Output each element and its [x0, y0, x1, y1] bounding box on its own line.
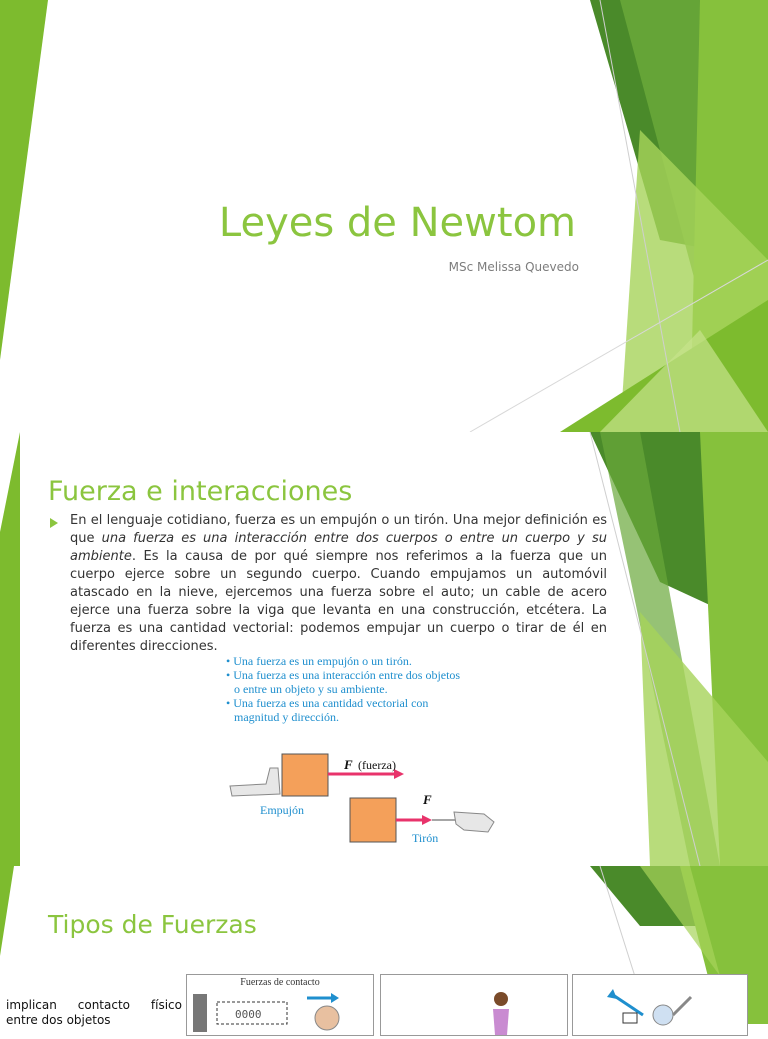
bullet-text [70, 512, 607, 656]
force-symbol: F [423, 792, 432, 807]
push-pull-diagram [226, 724, 506, 854]
figure-line: • Una fuerza es una interacción entre dos objetos [226, 668, 461, 682]
pull-label: Tirón [412, 831, 439, 845]
slide-title: Leyes de Newtom [218, 200, 576, 246]
figure-line: • Una fuerza es una cantidad vectorial con [226, 696, 429, 710]
figure-line: • Una fuerza es un empujón o un tirón. [226, 654, 412, 668]
figure-panel-2 [380, 974, 568, 1036]
force-symbol: F [344, 757, 353, 772]
bullet-arrow-icon [50, 518, 58, 528]
force-label: (fuerza) [358, 758, 396, 772]
bullet-text-emphasis: una fuerza es una interacción entre dos cuerpos o entre un cuerpo y su ambiente [70, 531, 607, 564]
push-hand-icon [230, 768, 280, 796]
slide-body-text: implican contacto físico entre dos objetos [6, 998, 182, 1027]
panel-title: Fuerzas de contacto [240, 977, 320, 988]
ball-throw-illustration [573, 975, 747, 1035]
push-label: Empujón [260, 803, 304, 817]
spring-illustration [187, 988, 373, 1032]
contact-force-panel [186, 974, 374, 1036]
slide-title: Tipos de Fuerzas [48, 910, 257, 939]
figure-line: o entre un objeto y su ambiente. [234, 682, 388, 696]
pull-block [350, 798, 396, 842]
title-slide [0, 0, 768, 432]
figure-panel-3 [572, 974, 748, 1036]
pull-hand-icon [454, 812, 494, 832]
slide-subtitle: MSc Melissa Quevedo [448, 260, 579, 274]
figure-line: magnitud y dirección. [234, 710, 339, 724]
push-block [282, 754, 328, 796]
person-illustration [381, 975, 567, 1035]
slide-title: Fuerza e interacciones [48, 476, 353, 507]
force-figure [226, 654, 506, 854]
svg-text:0000: 0000 [235, 1008, 262, 1021]
bullet-text-part: . Es la causa de por qué siempre nos referimos a la fuerza que un cuerpo ejerce sobre un segundo cuerpo. Cuando empujamos un automóvil atascado en la nieve, ejercemos una fuerza sobre el auto; un cable de acero ejerce una fuerza sobre la viga que levanta en una construcción, etcétera. La fuerza es una cantidad vectorial: podemos empujar un cuerpo o tirar de él en diferentes direcciones. [70, 549, 607, 654]
bullet-text-part: En el lenguaje cotidiano, fuerza es un empujón o un tirón. Una mejor definición es que [70, 513, 607, 546]
